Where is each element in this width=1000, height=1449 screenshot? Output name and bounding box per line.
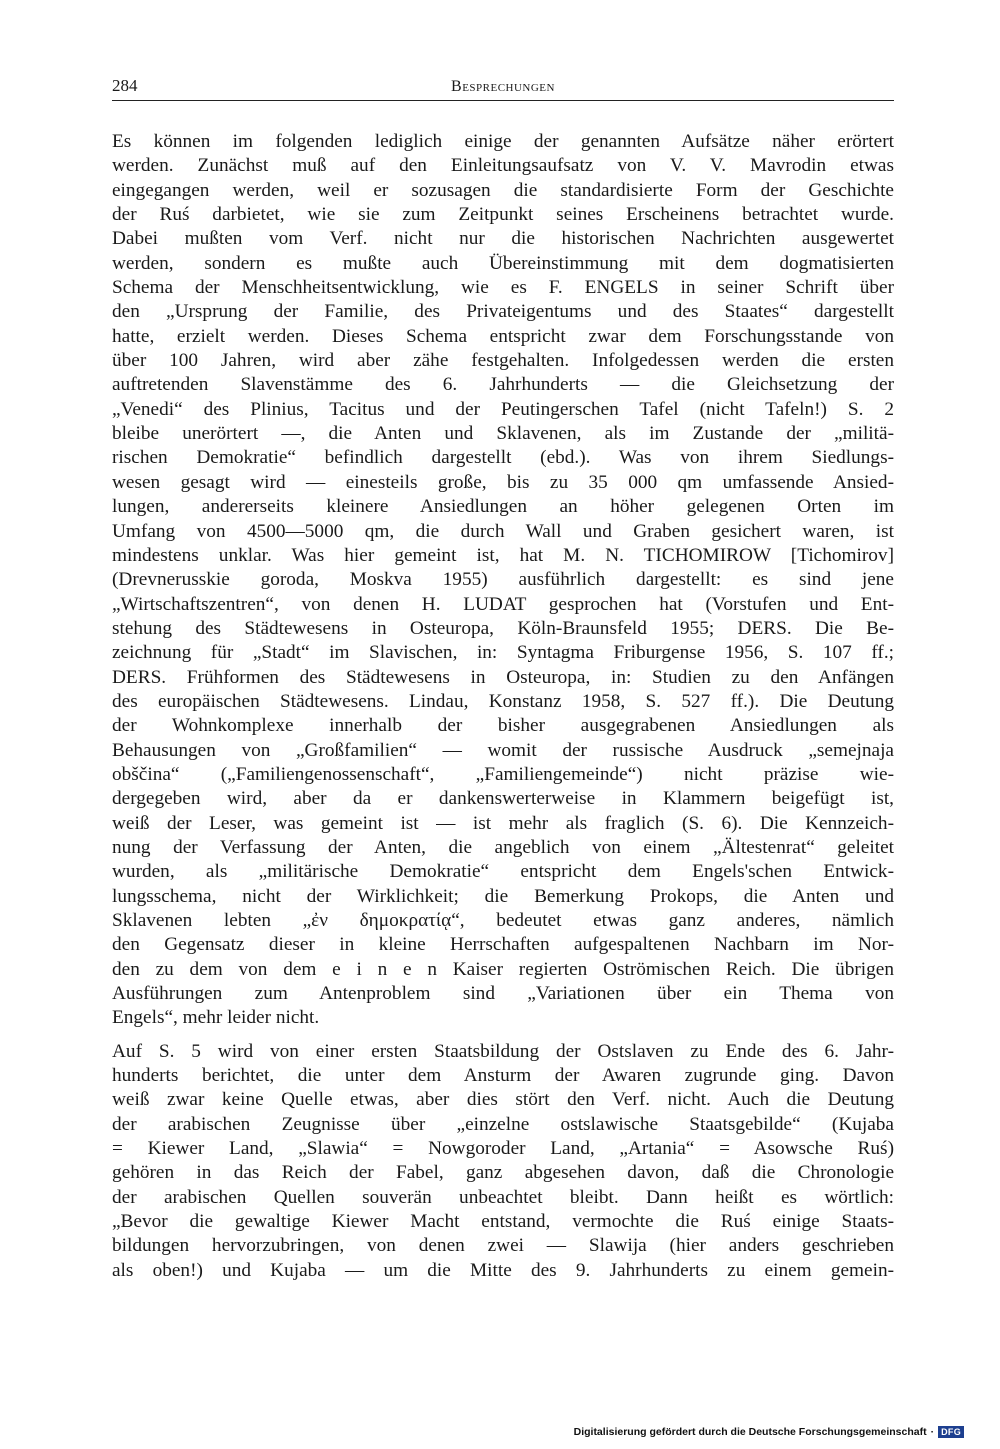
page-number: 284 [112,76,138,95]
text-line: Es können im folgenden lediglich einige der genannten Aufsätze näher erörtert [112,131,894,152]
running-head: Besprechungen [451,78,555,95]
text-line: Umfang von 4500—5000 qm, die durch Wall und Graben gesichert waren, ist [112,520,894,542]
body-text [112,130,894,1283]
text-line: der arabischen Quellen souverän unbeachtet bleibt. Dann heißt es wörtlich: [112,1186,894,1208]
text-line: bildungen hervorzubringen, von denen zwei — Slawija (hier anders geschrieben [112,1235,894,1257]
text-line: den „Ursprung der Familie, des Privateigentums und des Staates“ dargestellt [112,301,894,323]
text-line: lungen, andererseits kleinere Ansiedlungen an höher gelegenen Orten im [112,496,894,518]
text-line: (Drevnerusskie goroda, Moskva 1955) ausführlich dargestellt: es sind jene [112,569,894,591]
text-line: Ausführungen zum Antenproblem sind „Variationen über ein Thema von [112,983,894,1005]
text-line: nung der Verfassung der Anten, die angeblich von einem „Ältestenrat“ geleitet [112,836,894,858]
text-line: wesen gesagt wird — einesteils große, bis zu 35 000 qm umfassende Ansied- [112,471,894,493]
text-line: Schema der Menschheitsentwicklung, wie es F. ENGELS in seiner Schrift über [112,277,894,299]
text-line: eingegangen werden, weil er sozusagen die standardisierte Form der Geschichte [112,179,894,201]
paragraph-2 [112,1040,894,1283]
text-line: = Kiewer Land, „Slawia“ = Nowgoroder Land, „Artania“ = Asowsche Ruś) [112,1138,894,1160]
credit-text: Digitalisierung gefördert durch die Deutsche Forschungsgemeinschaft [573,1426,927,1438]
text-line: den zu dem von dem e i n e n Kaiser regierten Oströmischen Reich. Die übrigen [112,958,894,980]
page-header [112,76,894,101]
text-line: der Ruś darbietet, wie sie zum Zeitpunkt seines Erscheinens betrachtet wurde. [112,204,894,226]
text-line: Dabei mußten vom Verf. nicht nur die historischen Nachrichten ausgewertet [112,228,894,250]
text-line: werden. Zunächst muß auf den Einleitungsaufsatz von V. V. Mavrodin etwas [112,155,894,177]
text-line: Behausungen von „Großfamilien“ — womit der russische Ausdruck „semejnaja [112,739,894,761]
text-line: weiß der Leser, was gemeint ist — ist mehr als fraglich (S. 6). Die Kennzeich- [112,812,894,834]
text-line: hunderts berichtet, die unter dem Ansturm der Awaren zugrunde ging. Davon [112,1065,894,1087]
text-line: „Wirtschaftszentren“, von denen H. LUDAT gesprochen hat (Vorstufen und Ent- [112,593,894,615]
text-line: wurden, als „militärische Demokratie“ entspricht dem Engels'schen Entwick- [112,861,894,883]
text-line: auftretenden Slavenstämme des 6. Jahrhunderts — die Gleichsetzung der [112,374,894,396]
text-line: als oben!) und Kujaba — um die Mitte des 9. Jahrhunderts zu einem gemein- [112,1259,894,1281]
text-line: den Gegensatz dieser in kleine Herrschaften aufgespaltenen Nachbarn im Nor- [112,934,894,956]
text-line: der arabischen Zeugnisse über „einzelne ostslawische Staatsgebilde“ (Kujaba [112,1113,894,1135]
text-line: des europäischen Städtewesens. Lindau, Konstanz 1958, S. 527 ff.). Die Deutung [112,690,894,712]
text-line: weiß zwar keine Quelle etwas, aber dies stört den Verf. nicht. Auch die Deutung [112,1089,894,1111]
paragraph-1 [112,130,894,1031]
text-line: der Wohnkomplexe innerhalb der bisher ausgegrabenen Ansiedlungen als [112,715,894,737]
dfg-logo-icon: DFG [938,1426,964,1438]
text-line: über 100 Jahren, wird aber zähe festgehalten. Infolgedessen werden die ersten [112,350,894,372]
text-line: bleibe unerörtert —, die Anten und Sklavenen, als im Zustande der „militä- [112,423,894,445]
text-line: obščina“ („Familiengenossenschaft“, „Familiengemeinde“) nicht präzise wie- [112,763,894,785]
text-line: „Venedi“ des Plinius, Tacitus und der Peutingerschen Tafel (nicht Tafeln!) S. 2 [112,398,894,420]
text-line: dergegeben wird, aber da er dankenswerterweise in Klammern beigefügt ist, [112,788,894,810]
text-line: werden, sondern es mußte auch Übereinstimmung mit dem dogmatisierten [112,252,894,274]
text-line: zeichnung für „Stadt“ im Slavischen, in: Syntagma Friburgense 1956, S. 107 ff.; [112,642,894,664]
text-line: Sklavenen lebten „ἐν δημοκρατίᾳ“, bedeutet etwas ganz anderes, nämlich [112,910,894,931]
text-line: lungsschema, nicht der Wirklichkeit; die Bemerkung Prokops, die Anten und [112,885,894,907]
text-line: hatte, erzielt werden. Dieses Schema entspricht zwar dem Forschungsstande von [112,325,894,347]
text-line: stehung des Städtewesens in Osteuropa, Köln-Braunsfeld 1955; DERS. Die Be- [112,617,894,639]
text-line: mindestens unklar. Was hier gemeint ist, hat M. N. TICHOMIROW [Tichomirov] [112,544,894,566]
text-line: „Bevor die gewaltige Kiewer Macht entstand, vermochte die Ruś einige Staats- [112,1211,894,1233]
text-line: gehören in das Reich der Fabel, ganz abgesehen davon, daß die Chronologie [112,1162,894,1184]
text-line: Auf S. 5 wird von einer ersten Staatsbildung der Ostslaven zu Ende des 6. Jahr- [112,1040,894,1062]
text-line: Engels“, mehr leider nicht. [112,1007,320,1029]
text-line: rischen Demokratie“ befindlich dargestellt (ebd.). Was von ihrem Siedlungs- [112,447,894,469]
text-line: DERS. Frühformen des Städtewesens in Osteuropa, in: Studien zu den Anfängen [112,666,894,688]
digitization-credit: Digitalisierung gefördert durch die Deutsche Forschungsgemeinschaft · DFG [574,1426,964,1438]
